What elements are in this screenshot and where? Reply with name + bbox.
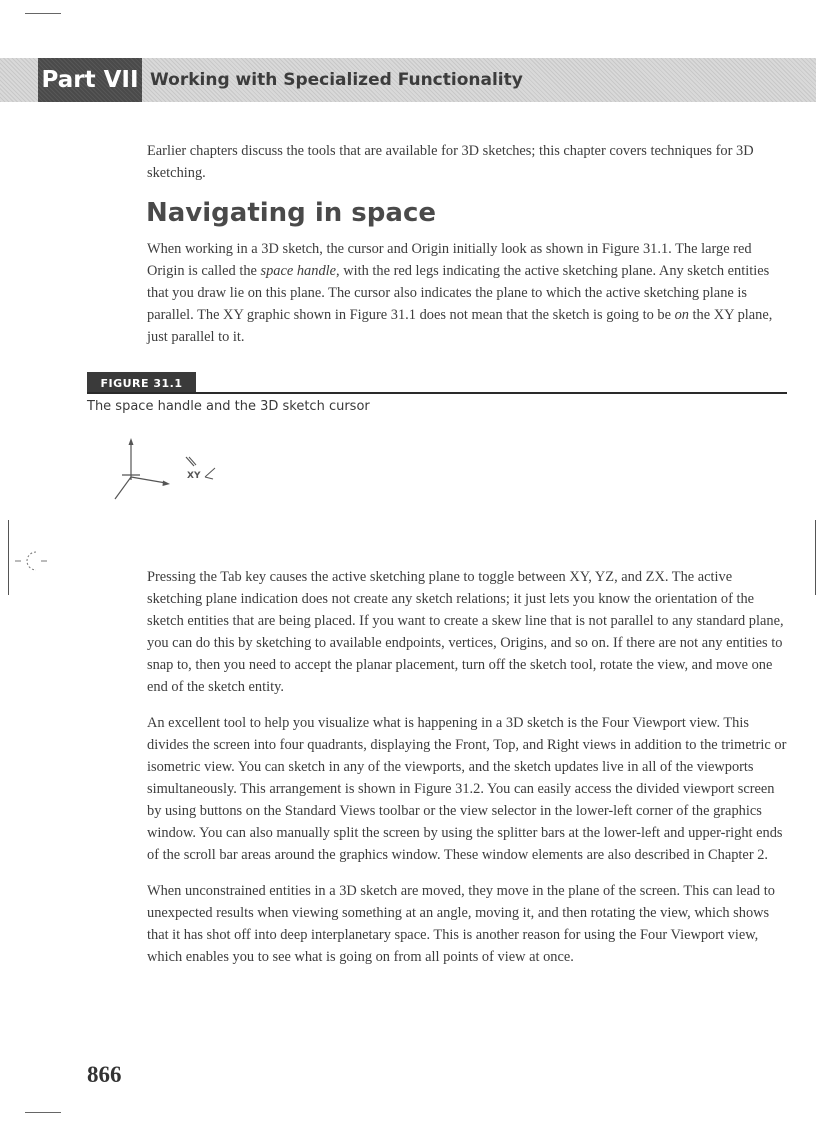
emphasis-on: on xyxy=(674,307,689,323)
space-handle-icon xyxy=(115,438,170,499)
paragraph-text: , with the red legs indicating the active sketching plane. Any sketch entities that you draw lie on this plane. The cursor also indicates the plane to which the active sketching plane is parallel. The XY graphic shown in Figure 31.1 does not mean that the sketch is going to be xyxy=(147,263,770,323)
registration-mark-icon xyxy=(15,548,47,574)
body-paragraph: An excellent tool to help you visualize what is happening in a 3D sketch is the Four Viewport view. This divides the screen into four quadrants, displaying the Front, Top, and Right views in addition to the trimetric or isometric view. You can sketch in any of the viewports, and the sketch updates live in all of the viewports simultaneously. This arrangement is shown in Figure 31.2. You can easily access the divided viewport screen by using buttons on the Standard Views toolbar or the view selector in the lower-left corner of the graphics window. You can also manually split the screen by using the splitter bars at the lower-left and upper-right ends of the scroll bar areas around the graphics window. These window elements are also described in Chapter 2. xyxy=(147,715,787,863)
section-heading: Navigating in space xyxy=(146,198,436,228)
figure-caption: The space handle and the 3D sketch cursor xyxy=(87,399,370,414)
crop-mark-bottom-left xyxy=(25,1112,61,1113)
body-paragraph: Pressing the Tab key causes the active sketching plane to toggle between XY, YZ, and ZX. The active sketching plane indication does not create any sketch relations; it just lets you know the orientation of the sketch entities that are being placed. If you want to create a skew line that is not parallel to any standard plane, you can do this by sketching to available endpoints, vertices, Origins, and so on. If there are not any entities to snap to, then you need to accept the planar placement, turn off the sketch tool, rotate the view, and move one end of the sketch entity. xyxy=(147,569,784,695)
intro-paragraph: Earlier chapters discuss the tools that are available for 3D sketches; this chapter covers techniques for 3D sketching. xyxy=(147,143,754,181)
sketch-cursor-icon xyxy=(186,457,215,481)
body-paragraph: When unconstrained entities in a 3D sketch are moved, they move in the plane of the screen. This can lead to unexpected results when viewing something at an angle, moving it, and then rotating the view, which shows that it has shot off into deep interplanetary space. This is another reason for using the Four Viewport view, which enables you to see what is going on from all points of view at once. xyxy=(147,883,775,965)
part-title: Working with Specialized Functionality xyxy=(150,70,523,90)
cursor-xy-label: XY xyxy=(187,471,201,481)
side-rule-left xyxy=(8,520,9,595)
page-number: 866 xyxy=(87,1062,122,1087)
part-label: Part VII xyxy=(41,67,139,93)
emphasis-space-handle: space handle xyxy=(260,263,337,279)
section-paragraph xyxy=(147,238,787,348)
crop-mark-top-left xyxy=(25,13,61,14)
figure-rule xyxy=(87,392,787,394)
space-handle-figure xyxy=(100,435,240,505)
figure-label: FIGURE 31.1 xyxy=(100,377,183,390)
paragraph-text: the XY plane, just parallel to it. xyxy=(147,307,773,345)
paragraph-text: When working in a 3D sketch, the cursor and Origin initially look as shown in Figure 31.1. The large red Origin is called the xyxy=(147,241,752,279)
